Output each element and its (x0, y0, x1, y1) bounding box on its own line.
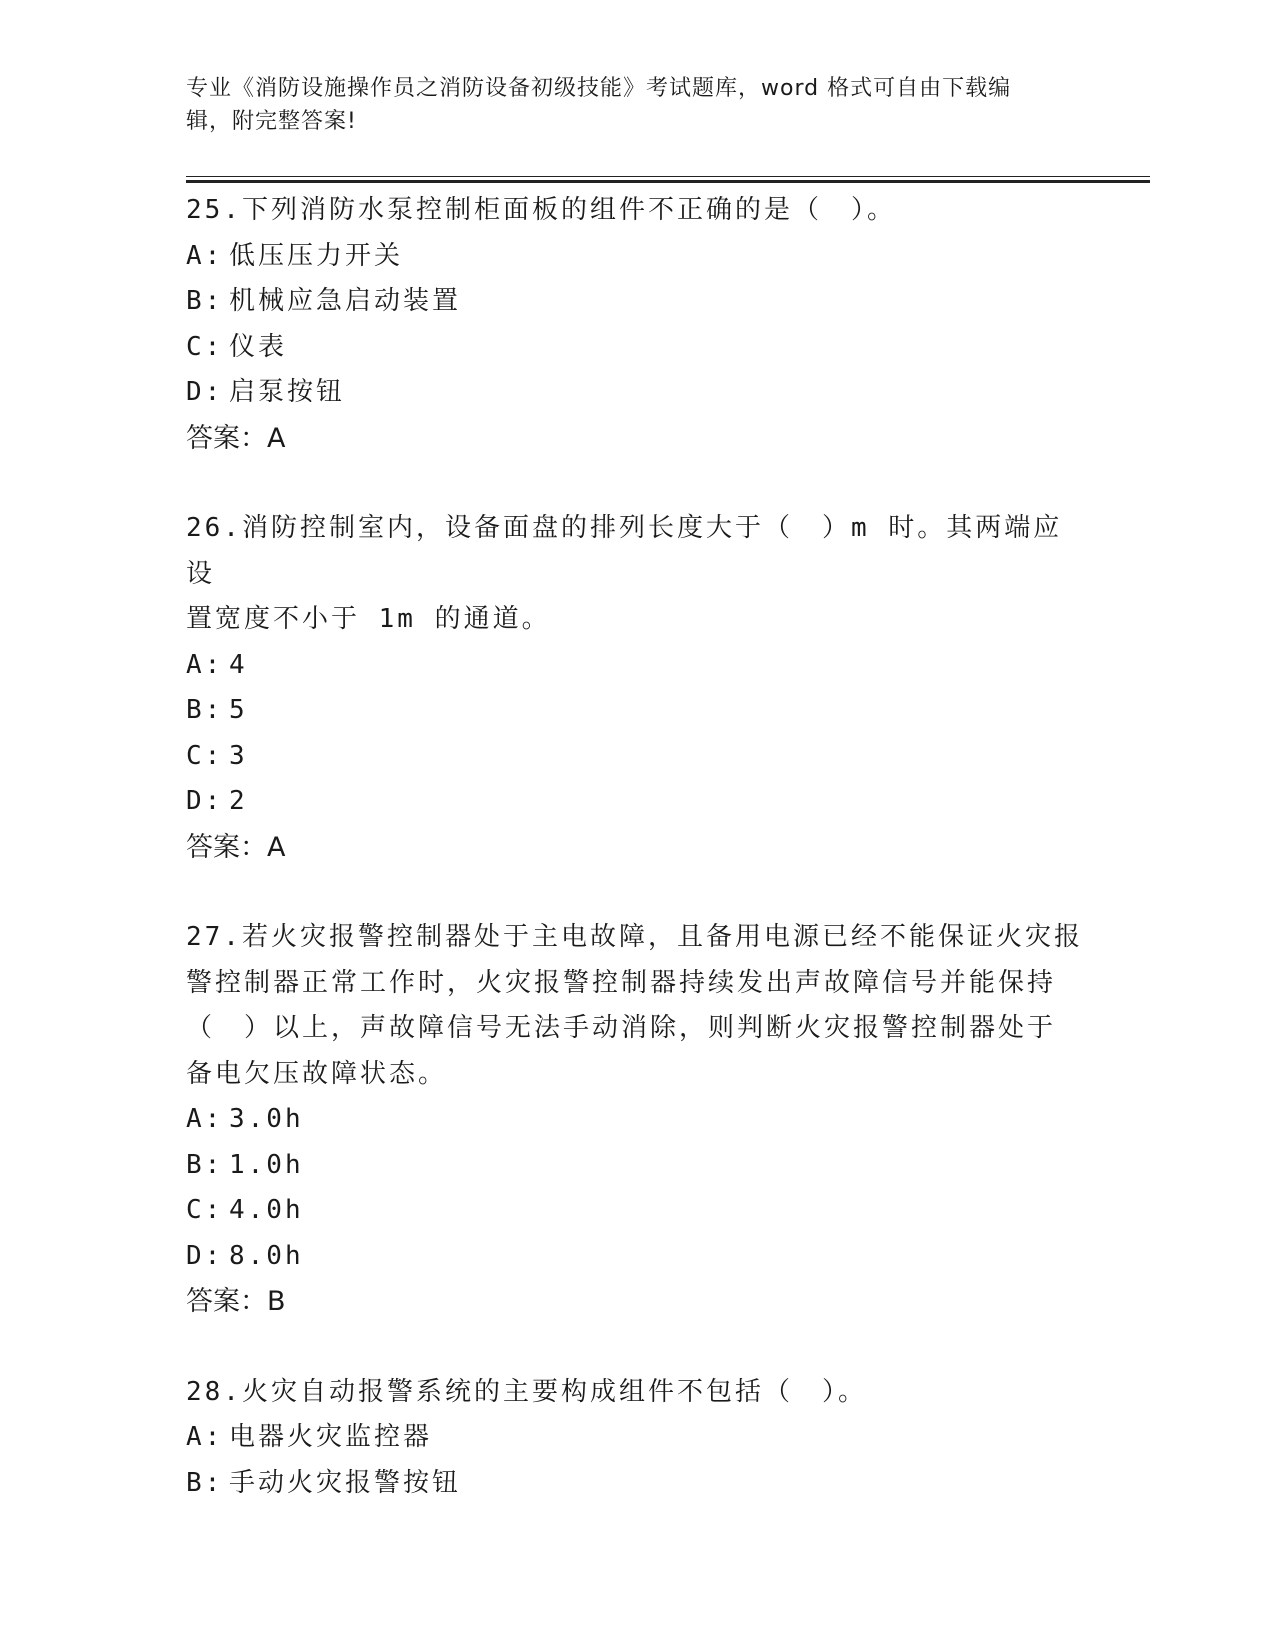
option-text: 4.0h (229, 1195, 304, 1225)
question-25 (186, 188, 1086, 461)
option-key: A: (186, 240, 224, 271)
option-text: 启泵按钮 (229, 377, 346, 407)
document-header (186, 72, 1066, 138)
option-text: 4 (229, 649, 248, 680)
option-d (186, 779, 1086, 825)
option-key: B: (186, 695, 224, 725)
option-text: 2 (229, 786, 248, 816)
option-key: B: (186, 1467, 224, 1498)
option-text: 机械应急启动装置 (229, 286, 462, 316)
question-28 (186, 1370, 1086, 1507)
question-text: 置宽度不小于 1m 的通道。 (186, 604, 551, 634)
header-divider-thick (186, 180, 1150, 183)
option-key: D: (186, 377, 224, 407)
option-c (186, 734, 1086, 780)
option-a (186, 1415, 1086, 1461)
option-key: A: (186, 1422, 224, 1452)
option-text: 8.0h (229, 1240, 304, 1271)
option-key: B: (186, 1149, 224, 1180)
option-b (186, 688, 1086, 734)
option-text: 手动火灾报警按钮 (229, 1467, 462, 1498)
option-text: 5 (229, 695, 248, 725)
option-key: A: (186, 649, 224, 680)
option-text: 1.0h (229, 1149, 304, 1180)
option-text: 低压压力开关 (229, 240, 404, 271)
question-text: 备电欠压故障状态。 (186, 1058, 448, 1089)
option-c (186, 325, 1086, 371)
answer: 答案：A (186, 831, 286, 863)
option-d (186, 370, 1086, 416)
option-key: C: (186, 331, 224, 362)
question-text: （ ）以上，声故障信号无法手动消除，则判断火灾报警控制器处于 (186, 1013, 1057, 1043)
question-text: 28.火灾自动报警系统的主要构成组件不包括（ ）。 (186, 1376, 867, 1407)
option-a (186, 1097, 1086, 1143)
answer: 答案：A (186, 422, 286, 454)
option-c (186, 1188, 1086, 1234)
question-27 (186, 915, 1086, 1325)
option-key: A: (186, 1104, 224, 1134)
question-text: 25.下列消防水泵控制柜面板的组件不正确的是（ ）。 (186, 195, 896, 225)
question-text: 警控制器正常工作时，火灾报警控制器持续发出声故障信号并能保持 (186, 967, 1057, 998)
header-line-2: 辑，附完整答案! (186, 109, 357, 134)
header-divider-thin (186, 176, 1150, 177)
option-b (186, 279, 1086, 325)
option-a (186, 643, 1086, 689)
answer: 答案：B (186, 1286, 286, 1317)
option-key: C: (186, 1195, 224, 1225)
option-key: D: (186, 786, 224, 816)
option-key: C: (186, 740, 224, 771)
question-text: 27.若火灾报警控制器处于主电故障，且备用电源已经不能保证火灾报 (186, 922, 1083, 952)
option-key: D: (186, 1240, 224, 1271)
question-list (186, 188, 1086, 1551)
option-text: 3 (229, 740, 248, 771)
option-a (186, 234, 1086, 280)
option-d (186, 1234, 1086, 1280)
header-line-1: 专业《消防设施操作员之消防设备初级技能》考试题库，word 格式可自由下载编 (186, 76, 1012, 101)
question-26 (186, 506, 1086, 870)
option-text: 电器火灾监控器 (229, 1422, 433, 1452)
option-b (186, 1461, 1086, 1507)
option-b (186, 1143, 1086, 1189)
option-text: 仪表 (229, 331, 288, 362)
option-key: B: (186, 286, 224, 316)
option-text: 3.0h (229, 1104, 304, 1134)
question-text: 26.消防控制室内，设备面盘的排列长度大于（ ）m 时。其两端应设 (186, 513, 1063, 589)
